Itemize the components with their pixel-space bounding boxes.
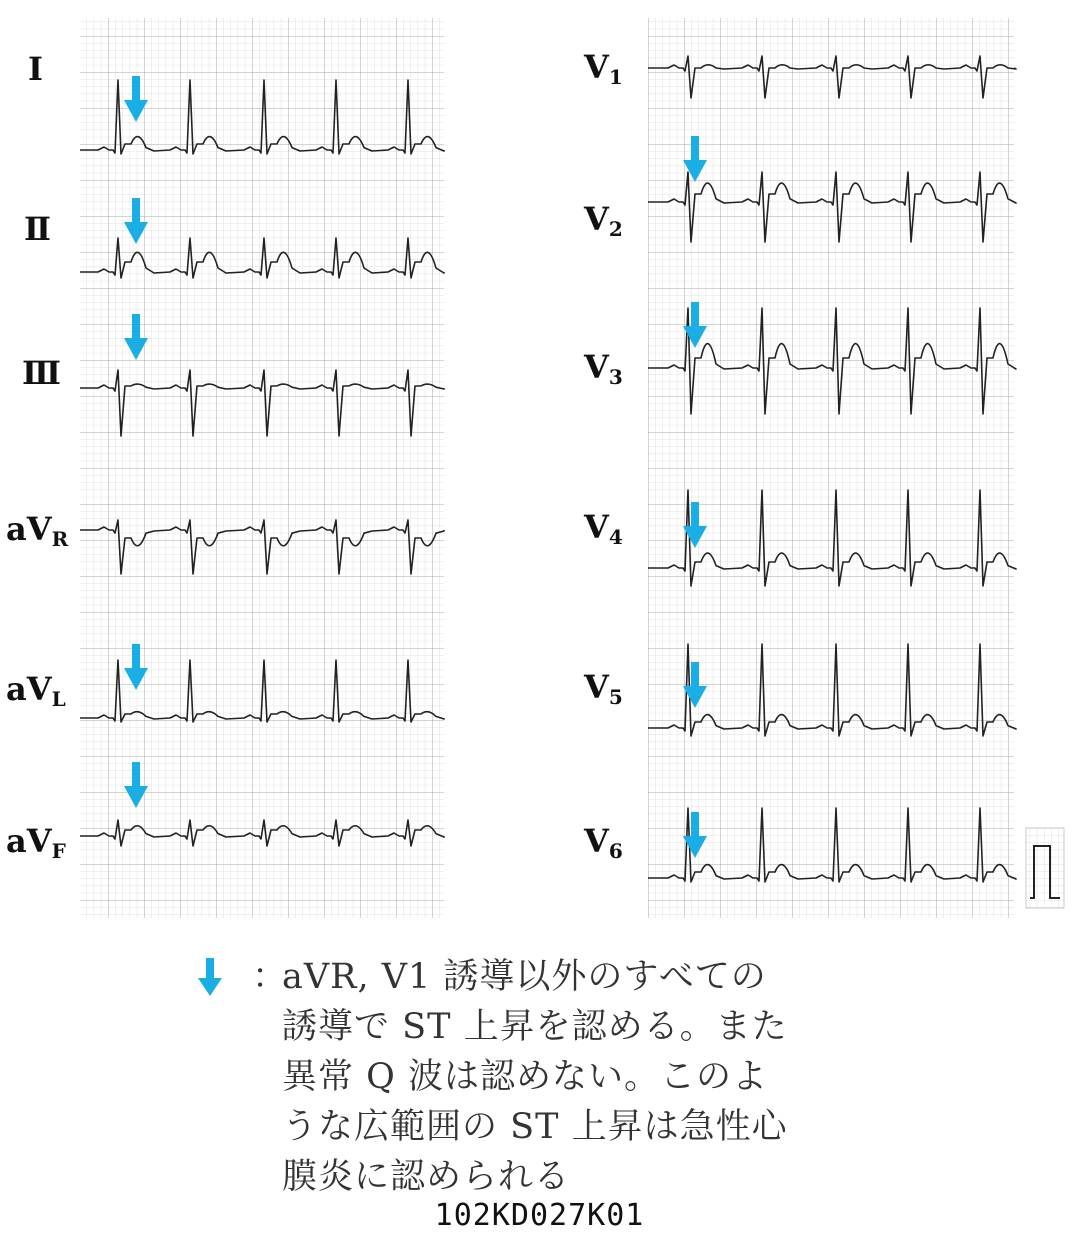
lead-label-V4: V4	[584, 508, 623, 549]
caption-line-4: うな広範囲の ST 上昇は急性心	[282, 1107, 788, 1147]
figure-id: 102KD027K01	[434, 1198, 645, 1233]
lead-label-V3: V3	[584, 348, 623, 389]
lead-label-V6: V6	[584, 822, 623, 863]
lead-label-II: Ⅱ	[24, 210, 51, 248]
legend-caption	[282, 952, 862, 1202]
lead-label-I: Ⅰ	[28, 50, 43, 88]
lead-label-aVR: aVR	[6, 510, 69, 551]
legend-colon: ：	[252, 957, 288, 997]
lead-label-V2: V2	[584, 200, 623, 241]
caption-line-5: 膜炎に認められる	[282, 1157, 571, 1197]
calibration-box	[1026, 828, 1064, 908]
lead-label-V5: V5	[584, 668, 623, 709]
lead-label-V1: V1	[584, 48, 623, 89]
right-grid-panel	[648, 18, 1014, 918]
lead-label-aVL: aVL	[6, 670, 66, 711]
caption-line-2: 誘導で ST 上昇を認める。また	[282, 1007, 788, 1047]
caption-line-1: aVR, V1 誘導以外のすべての	[282, 957, 767, 997]
lead-label-III: Ⅲ	[22, 354, 61, 392]
lead-label-aVF: aVF	[6, 822, 66, 863]
caption-line-3: 異常 Q 波は認めない。このよ	[282, 1057, 768, 1097]
legend-arrow-icon	[196, 958, 224, 998]
